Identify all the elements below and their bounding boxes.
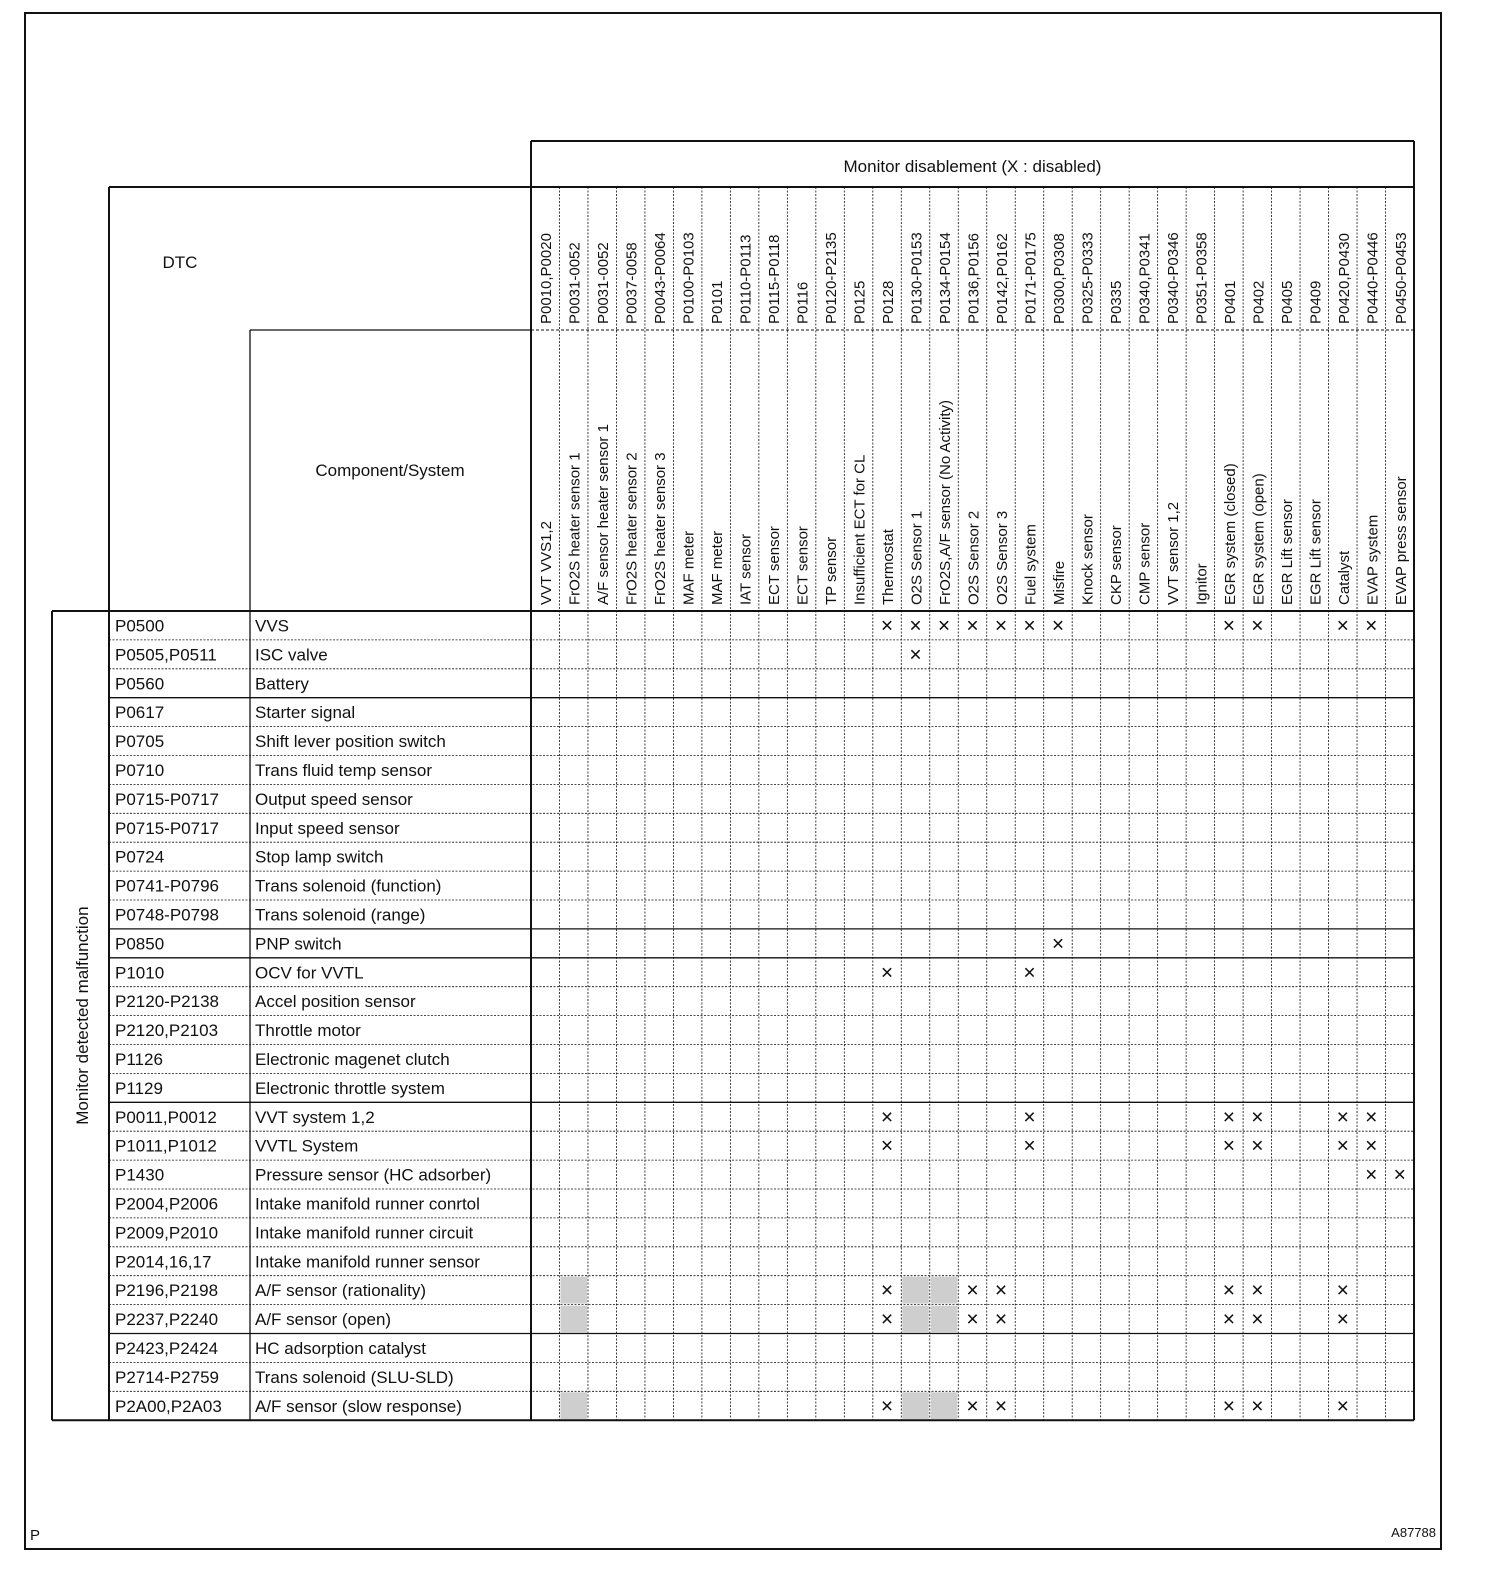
row-dtc-code: P0560 <box>115 674 165 694</box>
disabled-mark: × <box>1251 1308 1264 1332</box>
column-dtc-label: P0325-P0333 <box>1079 232 1097 324</box>
disabled-mark: × <box>994 1279 1008 1303</box>
shaded-cell <box>931 1392 957 1419</box>
column-dtc-label: P0100-P0103 <box>680 232 698 324</box>
column-system-label: MAF meter <box>709 530 727 605</box>
shaded-cell <box>931 1277 957 1304</box>
disabled-mark: × <box>1222 1394 1235 1418</box>
disabled-mark: × <box>994 614 1008 638</box>
shaded-cell <box>560 1277 586 1304</box>
disabled-mark: × <box>1365 1134 1378 1158</box>
row-component-name: Trans fluid temp sensor <box>255 760 432 780</box>
disabled-mark: × <box>1336 1308 1349 1332</box>
row-dtc-code: P0710 <box>115 760 165 780</box>
row-dtc-code: P0741-P0796 <box>115 876 219 896</box>
row-dtc-code: P0748-P0798 <box>115 905 219 925</box>
column-system-label: EGR system (closed) <box>1221 463 1239 605</box>
column-dtc-label: P0136,P0156 <box>965 233 983 324</box>
disabled-mark: × <box>1336 614 1349 638</box>
row-component-name: A/F sensor (rationality) <box>255 1281 426 1301</box>
row-dtc-code: P1430 <box>115 1165 165 1185</box>
disabled-mark: × <box>966 1279 979 1303</box>
column-system-label: A/F sensor heater sensor 1 <box>595 424 613 605</box>
row-dtc-code: P2423,P2424 <box>115 1338 219 1358</box>
row-dtc-code: P1126 <box>115 1049 163 1069</box>
column-dtc-label: P0037-0058 <box>623 242 641 324</box>
row-dtc-code: P2A00,P2A03 <box>115 1396 222 1416</box>
disabled-mark: × <box>1336 1394 1349 1418</box>
row-dtc-code: P0500 <box>115 616 165 636</box>
column-dtc-label: P0401 <box>1221 280 1239 324</box>
row-dtc-code: P2009,P2010 <box>115 1223 219 1243</box>
column-dtc-label: P0120-P2135 <box>823 232 841 324</box>
row-component-name: Trans solenoid (SLU-SLD) <box>255 1367 454 1387</box>
row-component-name: Stop lamp switch <box>255 847 384 867</box>
row-dtc-code: P0715-P0717 <box>115 818 219 838</box>
column-dtc-label: P0031-0052 <box>595 242 613 324</box>
row-component-name: Starter signal <box>255 703 356 723</box>
disabled-mark: × <box>937 614 951 638</box>
row-component-name: Intake manifold runner conrtol <box>255 1194 480 1214</box>
disabled-mark: × <box>994 1308 1008 1332</box>
column-dtc-label: P0043-P0064 <box>652 232 670 324</box>
row-component-name: OCV for VVTL <box>255 963 364 983</box>
component-system-header: Component/System <box>315 461 465 480</box>
column-system-label: ECT sensor <box>794 526 812 605</box>
row-component-name: ISC valve <box>255 645 328 665</box>
row-component-name: Throttle motor <box>255 1021 361 1041</box>
disabled-mark: × <box>1251 1394 1264 1418</box>
disabled-mark: × <box>994 1394 1008 1418</box>
row-dtc-code: P2237,P2240 <box>115 1310 219 1330</box>
disabled-mark: × <box>1251 1134 1264 1158</box>
row-dtc-code: P2120-P2138 <box>115 992 219 1012</box>
disabled-mark: × <box>909 614 922 638</box>
disabled-mark: × <box>909 643 922 667</box>
column-dtc-label: P0142,P0162 <box>993 233 1011 324</box>
disabled-mark: × <box>880 1308 894 1332</box>
disabled-mark: × <box>1051 614 1065 638</box>
disabled-mark: × <box>1336 1134 1349 1158</box>
row-component-name: Electronic throttle system <box>255 1078 445 1098</box>
column-dtc-label: P0450-P0453 <box>1392 232 1410 324</box>
column-system-label: EGR Lift sensor <box>1278 499 1296 605</box>
column-system-label: FrO2S heater sensor 1 <box>566 452 584 605</box>
column-dtc-label: P0405 <box>1278 280 1296 324</box>
disabled-mark: × <box>966 1394 979 1418</box>
row-component-name: Output speed sensor <box>255 789 413 809</box>
column-system-label: ECT sensor <box>766 526 784 605</box>
disabled-mark: × <box>966 1308 979 1332</box>
disabled-mark: × <box>880 1105 894 1129</box>
column-system-label: VVT sensor 1,2 <box>1164 501 1182 605</box>
disabled-mark: × <box>1393 1163 1406 1187</box>
column-dtc-label: P0402 <box>1250 280 1268 324</box>
column-system-label: Knock sensor <box>1079 514 1097 605</box>
disabled-mark: × <box>880 961 894 985</box>
column-system-label: TP sensor <box>823 536 841 605</box>
column-system-label: Insufficient ECT for CL <box>851 454 869 605</box>
column-system-label: Thermostat <box>880 529 898 605</box>
monitor-disablement-title: Monitor disablement (X : disabled) <box>843 157 1102 176</box>
row-component-name: HC adsorption catalyst <box>255 1338 427 1358</box>
row-component-name: Trans solenoid (function) <box>255 876 442 896</box>
disabled-mark: × <box>1365 614 1378 638</box>
column-system-label: MAF meter <box>680 530 698 605</box>
column-dtc-label: P0440-P0446 <box>1364 232 1382 324</box>
row-dtc-code: P0617 <box>115 703 165 723</box>
disabled-mark: × <box>1336 1105 1349 1129</box>
row-dtc-code: P1129 <box>115 1078 163 1098</box>
disabled-mark: × <box>880 1394 894 1418</box>
column-system-label: EGR system (open) <box>1250 473 1268 605</box>
row-component-name: Electronic magenet clutch <box>255 1049 450 1069</box>
column-system-label: Catalyst <box>1335 550 1353 605</box>
footer-left-label: P <box>30 1527 41 1544</box>
column-system-label: EVAP system <box>1364 514 1382 605</box>
column-dtc-label: P0409 <box>1307 280 1325 324</box>
disabled-mark: × <box>880 1279 894 1303</box>
row-dtc-code: P2714-P2759 <box>115 1367 219 1387</box>
row-dtc-code: P2120,P2103 <box>115 1021 219 1041</box>
column-system-label: VVT VVS1,2 <box>538 521 556 605</box>
disabled-mark: × <box>1222 1279 1235 1303</box>
row-component-name: Battery <box>255 674 309 694</box>
column-system-label: FrO2S,A/F sensor (No Activity) <box>937 399 955 605</box>
side-label-monitor-detected-malfunction: Monitor detected malfunction <box>73 906 92 1125</box>
disabled-mark: × <box>1365 1163 1378 1187</box>
column-system-label: O2S Sensor 2 <box>965 510 983 605</box>
column-dtc-label: P0134-P0154 <box>937 232 955 324</box>
shaded-cell <box>560 1392 586 1419</box>
disabled-mark: × <box>1251 614 1264 638</box>
column-dtc-label: P0335 <box>1107 280 1125 324</box>
row-component-name: Accel position sensor <box>255 992 416 1012</box>
disabled-mark: × <box>1251 1279 1264 1303</box>
row-dtc-code: P2004,P2006 <box>115 1194 219 1214</box>
dtc-header: DTC <box>162 253 198 272</box>
row-component-name: Shift lever position switch <box>255 732 446 752</box>
column-system-label: O2S Sensor 3 <box>993 510 1011 605</box>
row-component-name: VVTL System <box>255 1136 359 1156</box>
disabled-mark: × <box>880 1134 894 1158</box>
shaded-cell <box>560 1306 586 1333</box>
column-system-label: IAT sensor <box>737 533 755 605</box>
column-dtc-label: P0128 <box>880 280 898 324</box>
disabled-mark: × <box>966 614 979 638</box>
row-component-name: VVT system 1,2 <box>255 1107 375 1127</box>
disabled-mark: × <box>1222 1105 1235 1129</box>
column-system-label: CKP sensor <box>1107 525 1125 605</box>
row-component-name: A/F sensor (slow response) <box>255 1396 462 1416</box>
row-dtc-code: P1010 <box>115 963 165 983</box>
column-dtc-label: P0116 <box>794 281 812 324</box>
row-dtc-code: P0705 <box>115 732 165 752</box>
row-component-name: A/F sensor (open) <box>255 1310 392 1330</box>
column-system-label: Ignitor <box>1193 563 1211 605</box>
shaded-cell <box>902 1277 928 1304</box>
column-dtc-label: P0171-P0175 <box>1022 232 1040 324</box>
disabled-mark: × <box>1051 932 1065 956</box>
disabled-mark: × <box>1222 1134 1235 1158</box>
disabled-mark: × <box>1365 1105 1378 1129</box>
row-dtc-code: P2196,P2198 <box>115 1281 219 1301</box>
column-dtc-label: P0420,P0430 <box>1335 233 1353 324</box>
column-system-label: EGR Lift sensor <box>1307 499 1325 605</box>
column-dtc-label: P0340,P0341 <box>1136 233 1154 324</box>
disabled-mark: × <box>880 614 894 638</box>
row-component-name: Input speed sensor <box>255 818 400 838</box>
column-system-label: O2S Sensor 1 <box>908 510 926 605</box>
row-component-name: Trans solenoid (range) <box>255 905 426 925</box>
column-dtc-label: P0351-P0358 <box>1193 232 1211 324</box>
column-dtc-label: P0115-P0118 <box>766 234 784 324</box>
disabled-mark: × <box>1222 1308 1235 1332</box>
row-component-name: VVS <box>255 616 290 636</box>
shaded-cell <box>902 1392 928 1419</box>
column-system-label: FrO2S heater sensor 3 <box>652 452 670 605</box>
column-dtc-label: P0101 <box>709 280 727 324</box>
disabled-mark: × <box>1023 961 1036 985</box>
column-system-label: FrO2S heater sensor 2 <box>623 452 641 605</box>
column-dtc-label: P0130-P0153 <box>908 232 926 324</box>
column-dtc-label: P0110-P0113 <box>737 234 755 324</box>
row-dtc-code: P0724 <box>115 847 165 867</box>
row-dtc-code: P2014,16,17 <box>115 1252 212 1272</box>
row-component-name: PNP switch <box>255 934 342 954</box>
column-dtc-label: P0340-P0346 <box>1164 232 1182 324</box>
disabled-mark: × <box>1251 1105 1264 1129</box>
disabled-mark: × <box>1023 1134 1036 1158</box>
row-dtc-code: P0505,P0511 <box>115 645 217 665</box>
disabled-mark: × <box>1222 614 1235 638</box>
disabled-mark: × <box>1023 614 1036 638</box>
column-system-label: Fuel system <box>1022 524 1040 605</box>
column-system-label: CMP sensor <box>1136 522 1154 605</box>
column-system-label: Misfire <box>1050 560 1068 605</box>
row-dtc-code: P0011,P0012 <box>115 1107 217 1127</box>
shaded-cell <box>902 1306 928 1333</box>
row-dtc-code: P1011,P1012 <box>115 1136 217 1156</box>
disabled-mark: × <box>1023 1105 1036 1129</box>
column-dtc-label: P0031-0052 <box>566 242 584 324</box>
column-dtc-label: P0300,P0308 <box>1050 233 1068 324</box>
row-component-name: Pressure sensor (HC adsorber) <box>255 1165 492 1185</box>
column-dtc-label: P0010,P0020 <box>538 233 556 324</box>
column-dtc-label: P0125 <box>851 280 869 324</box>
row-component-name: Intake manifold runner circuit <box>255 1223 474 1243</box>
row-dtc-code: P0850 <box>115 934 165 954</box>
shaded-cell <box>931 1306 957 1333</box>
row-component-name: Intake manifold runner sensor <box>255 1252 480 1272</box>
figure-id: A87788 <box>1391 1525 1436 1540</box>
column-system-label: EVAP press sensor <box>1392 476 1410 605</box>
disabled-mark: × <box>1336 1279 1349 1303</box>
row-dtc-code: P0715-P0717 <box>115 789 219 809</box>
